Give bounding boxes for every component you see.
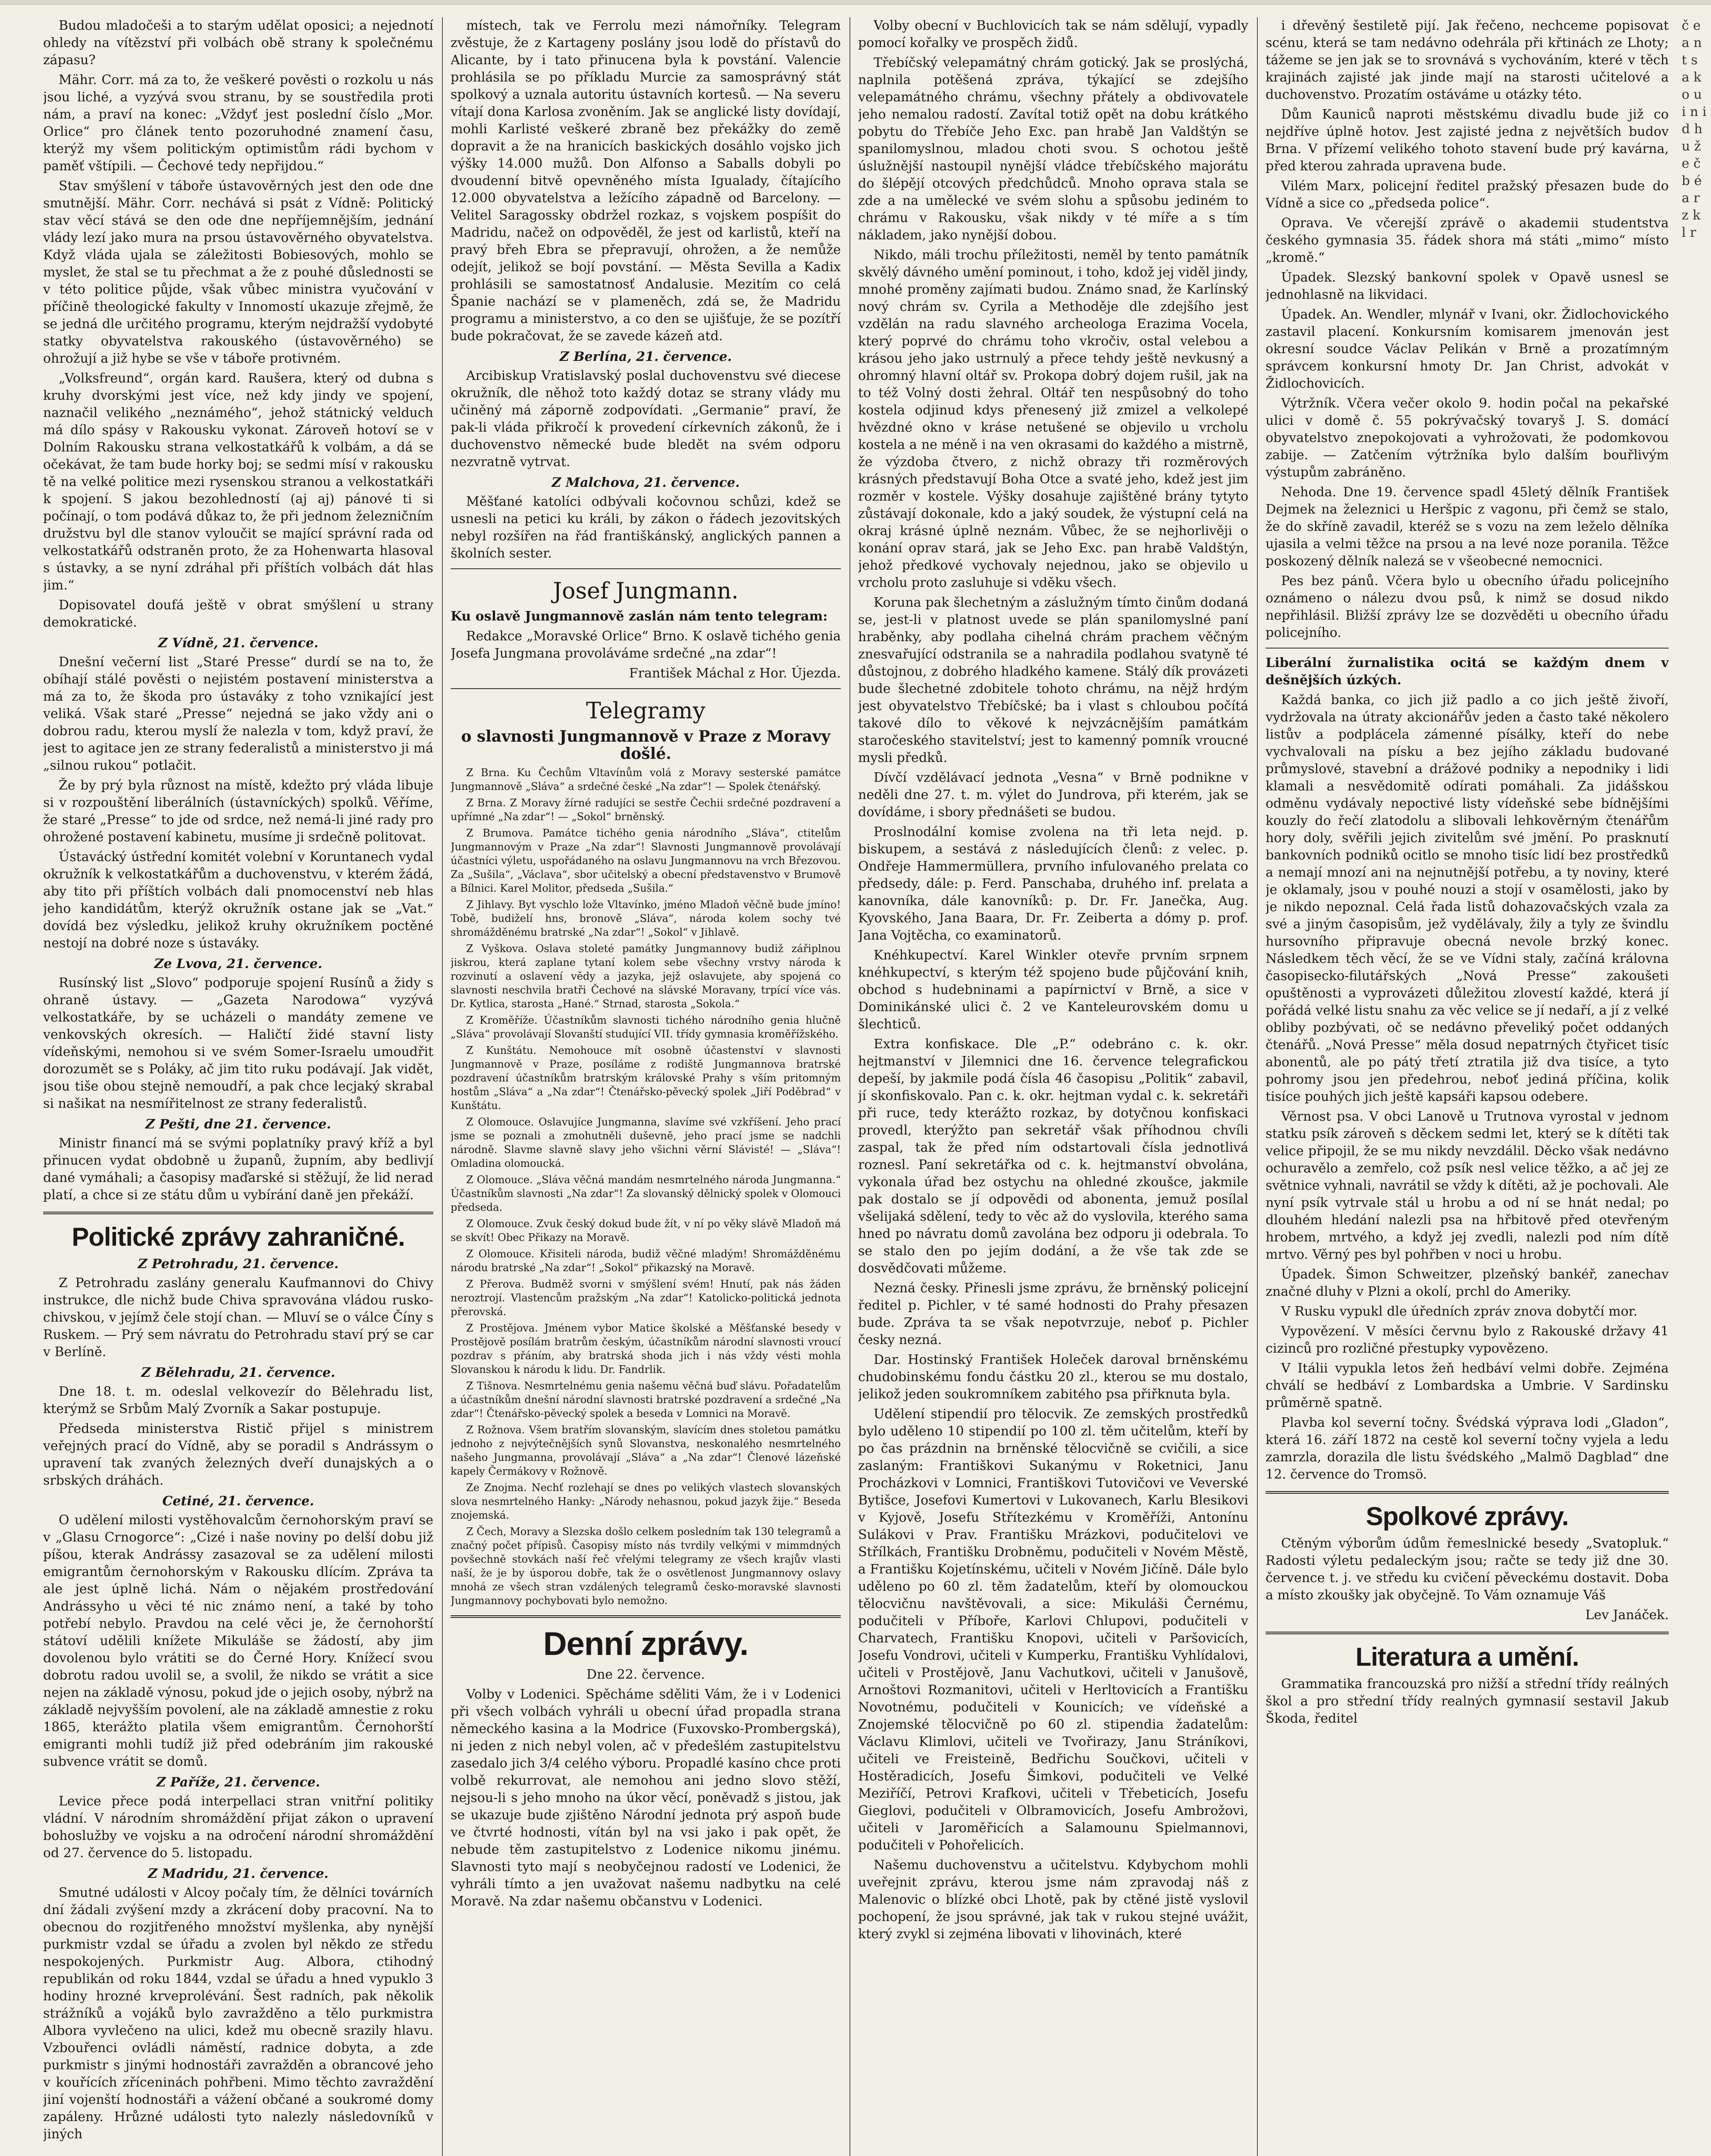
col4-small-paras xyxy=(1266,1266,1669,1483)
article-paragraph: Úpadek. Slezský bankovní spolek v Opavě usnesl se jednohlasně na likvidaci. xyxy=(1266,270,1669,302)
col1-petro-paras xyxy=(43,1275,433,1361)
article-paragraph: Že by prý byla různost na místě, kdežto prý vláda libuje si v rozpouštění liberálních (ústavníckých) spolků. Věříme, že staré „Presse“ to jde od srdce, než nemá-li jiné rady pro ohrožené postavení kabinetu, musíme ji srdečně politovat. xyxy=(43,778,433,845)
article-paragraph: Budou mladočeši a to starým udělat oposici; a nejednotí ohledy na vítězství při volbách obě strany k společnému zápasu? xyxy=(43,18,433,68)
article-paragraph: Úpadek. Šimon Schweitzer, plzeňský bankéř, zanechav značné dluhy v Plzni a okolí, prchl do Ameriky. xyxy=(1266,1267,1669,1299)
article-paragraph: Z Olomouce. Zvuk český dokud bude žít, v ní po věky slávě Mladoň má se skvít! Obec Přikazy na Moravě. xyxy=(451,1218,841,1244)
col1-madrid-paras xyxy=(43,1884,433,2143)
article-paragraph: Vypovězení. V měsíci červnu bylo z Rakouské državy 41 cizinců pro rozličné přestupky vypovězeno. xyxy=(1266,1324,1669,1356)
paris-dateline: Z Paříže, 21. července. xyxy=(156,1775,320,1790)
daily-news-heading: Denní zprávy. xyxy=(543,1626,749,1662)
article-paragraph: Proslnodální komise zvolena na tři leta nejd. p. biskupem, a sestává z následujících členů: z velec. p. Ondřeje Hammermüllera, prvního infulovaného prelata co předsedy, dále: p. Ferd. Panschaba, druhého inf. prelata a kanovníka, dále kanovníků: p. Dr. Fr. Janečka, Aug. Kyovského, Jana Baara, Dr. Fr. Zeiberta a dómy p. prof. Jana Vojtěcha, co examinatorů. xyxy=(858,824,1248,943)
article-paragraph: Udělení stipendií pro tělocvik. Ze zemských prostředků bylo uděleno 10 stipendií po 100 zl. těm učitelům, kteří by po čas prázdnin na brněnské tělocvičně se cvičili, a sice zaslaným: Františkovi Sukanýmu v Roketnici, Janu Procházkovi v Lomnici, Františkovi Tutovičovi ve Veverské Bytišce, Josefovi Kumertovi v Lukovanech, Karlu Blesikovi v Kyjově, Josefu Střítezkému v Kroměříži, Antonínu Sulákovi v Prav. Františku Mrázkovi, podučitelovi ve Střílkách, Františku Drobněmu, podučiteli v Novém Městě, a Františku Kojetínskému, učiteli v Novém Jičíně. Dále bylo uděleno po 60 zl. těm žadatelům, kteří by olomouckou tělocvičnu navštěvovali, a sice: Mikuláši Černému, podučiteli v Příboře, Karlovi Chlupovi, podučiteli v Charvatech, Františku Knopovi, učiteli v Paršovicích, Josefu Vondrovi, učiteli v Kumperku, Františku Vyhlídalovi, učiteli v Prostějově, Janu Vachutkovi, učiteli v Janušově, Arnoštovi Rozmanitovi, učiteli v Herltovicích a Františku Novotnému, podučiteli v Kounicích; ve vídeňské a Znojemské tělocvičně po 60 zl. stipendia žadatelům: Václavu Klimlovi, učiteli ve Tvořirazy, Janu Stráníkovi, učiteli ve Freisteině, Bedřichu Součkovi, učiteli v Hostěradicích, Josefu Šimkovi, podučiteli ve Velké Meziříčí, Petrovi Krafkovi, učiteli v Třebeticích, Josefu Gieglovi, podučiteli v Olbramovicích, Josefu Ambrožovi, učiteli v Jaroměřicích a Salamounu Spielmannovi, podučiteli v Pohořelicích. xyxy=(858,1407,1248,1853)
liberal-journalism-head: Liberální žurnalistika ocitá se každým dnem v dešnějších úzkých. xyxy=(1266,655,1669,688)
article-paragraph: Pes bez pánů. Včera bylo u obecního úřadu policejního oznámeno o nálezu dvou psů, k nimž se dosud nikdo nepřihlásil. Bližší zprávy lze se dozvěděti u obecního úřadu policejního. xyxy=(1266,573,1669,640)
newspaper-page xyxy=(43,17,1669,2156)
column-1 xyxy=(43,17,433,2156)
belehrad-dateline: Z Bělehradu, 21. července. xyxy=(141,1365,335,1380)
club-news-heading: Spolkové zprávy. xyxy=(1366,1502,1569,1531)
article-paragraph: Z Rožnova. Všem bratřím slovanským, slavícím dnes stoletou památku jednoho z nejvýtečnějších synů Slovanstva, neskonalého nesmrtelného našeho Jungmanna, provolávají „Sláva“ a „Na zdar“! Členové lázeňské kapely Čermákovy v Rožnově. xyxy=(451,1424,841,1477)
article-paragraph: Ústavácký ústřední komitét volební v Koruntanech vydal okružník k velkostatkářům a duchovenstvu, v kterém žádá, aby tito při příštích volbách dali pnomocenství neb hlas jeho kandidátům, kterýž okružník ostane jak se „Vat.“ dovídá bez výsledku, jelikož kruhy okružníkem poctěné nestojí na dobré noze s ústaváky. xyxy=(43,849,433,951)
col2-jungmann-paras xyxy=(451,628,841,662)
section-divider xyxy=(1266,1632,1669,1634)
article-paragraph: Z Tišnova. Nesmrtelnému genia našemu věčná buď slávu. Pořadatelům a účastníkům dnešní národní slavnosti bratrské pozdravení a srdečné „Na zdar“! Čtenářsko-pěvecký spolek a beseda v Lomnici na Moravě. xyxy=(451,1380,841,1420)
telegrams-subheading: o slavnosti Jungmannově v Praze z Moravy došlé. xyxy=(461,727,830,763)
article-paragraph: Třebíčský velepamátný chrám gotický. Jak se proslýchá, naplnila potěšená zpráva, týkající se zdejšího velepamátného chrámu, všechny přátely a obdivovatele jeho nemalou radostí. Zavítal totiž opět na dobu krátkého pobytu do Třebíče Jeho Exc. pan hrabě Jan Valdštýn se spanilomyslnou, mladou choti svou. S ochotou ještě úslužnější nastoupil nynější vládce třebíčského majorátu do šlépějí otcových předchůdců. Mnoho oprava stala se zde a na umělecké ve svém slohu a spůsobu jediném to chrámu v Rakousku, však nikdy v té míře a s tím nákladem, jako nynější dobou. xyxy=(858,55,1248,243)
article-paragraph: místech, tak ve Ferrolu mezi námořníky. Telegram zvěstuje, že z Kartageny poslány jsou lodě do přístavů do Alicante, by i tato přinucena byla k povstání. Valencie prohlásila se po příkladu Murcie za samosprávný stát spolkový a uznala autoritu ústavních kortesů. — Na severu vítají dona Karlosa zvoněním. Jak se anglické listy dovídají, mohli Karlisté veškeré zbraně bez překážky do země dopravit a že na hranicích baskických dosáhlo vojsko jich výšky 14.000 mužů. Don Alfonso a Saballs dobyli po dvoudenní bitvě opevněného místa Igualady, čítajícího 12.000 obyvatelstva a ležícího západně od Barcelony. — Velitel Saragossky obdržel rozkaz, s vojskem pospíšit do Madridu, načež on odpověděl, že jest od karlistů, kteří na pravý břeh Ebra se přepravují, ohrožen, a že nemůže odejít, jelikož se bojí povstání. — Města Sevilla a Kadix prohlásili se samostatnosť Andalusie. Mezitím co celá Španie nachází se v plameněch, zdá se, že Madridu programu a ministerstvo, a co den se ujišťuje, že se pozítří bude pokračovat, že se zavede kázeň atd. xyxy=(451,18,841,344)
article-paragraph: „Volksfreund“, orgán kard. Raušera, který od dubna s kruhy dvorskými jest více, než kdy jindy ve spojení, naznačil velikého „neznámého“, jehož státnický velduch má dílo spásy v Rakousku vykonat. Zároveň hotoví se v Dolním Rakousku strana velkostatkářů k volbám, a dá se očekávat, že tam bude horky boj; se sedmi mísí v rakousku tě na velké politice mezi rysenskou stranou a velkostatkáři k spojení. S jakou bezohledností (aj aj) pánové ti si počínají, o tom podává důkaz to, že při jednom železničním družstvu byl dle stanov vyloučit se mající správní rada od velkostatkářů odstraněn proto, že za Hohenwarta hlasoval s ústavky, a se nyní zdráhal při příštích volbách dát hlas jim.“ xyxy=(43,371,433,593)
article-paragraph: Z Jihlavy. Byt vyschlo lože Vltavínko, jméno Mladoň věčně bude jmíno! Tobě, budiželí hns, bronově „Sláva“, národa kolem sochy tvé shromážděnému bratrské „Na zdar“! „Sokol“ v Jihlavě. xyxy=(451,899,841,938)
col3-paras xyxy=(858,17,1248,1943)
col1-pest-paras xyxy=(43,1135,433,1204)
article-paragraph: Z Petrohradu zaslány generalu Kaufmannovi do Chivy instrukce, dle nichž bude Chiva spravována vládou rusko-chivskou, v jejímž čele stojí chan. — Mluví se o válce Číny s Ruskem. — Prý sem návratu do Petrohradu staví prý se car v Berlíně. xyxy=(43,1275,433,1360)
article-paragraph: Předseda ministerstva Ristič přijel s ministrem veřejných prací do Vídně, aby se poradil s Andrássym o upravení tak zvaných železných dveří dunajských a o srbských dráhách. xyxy=(43,1421,433,1488)
daily-news-date: Dne 22. července. xyxy=(586,1667,705,1682)
section-divider xyxy=(1266,1491,1669,1494)
section-divider xyxy=(451,568,841,569)
column-3 xyxy=(858,17,1248,2156)
article-paragraph: Arcibiskup Vratislavský poslal duchovenstvu své diecese okružník, dle něhož toto každý dotaz se strany vlády mu učiněný má záporně zodpovídati. „Germanie“ praví, že pak-li vláda přikročí k provedení církevních zákonů, že i duchovenstvo německé bude bledět na svém odporu nezvratně vytrvat. xyxy=(451,368,841,470)
literature-heading: Literatura a umění. xyxy=(1355,1642,1579,1671)
berlin-dateline: Z Berlína, 21. července. xyxy=(559,349,732,364)
vienna-dateline: Z Vídně, 21. července. xyxy=(158,636,319,651)
article-paragraph: Z Olomouce. Křisiteli národa, budiž věčné mladým! Shromážděnému národu bratrské „Na zdar“! „Sokol“ přikazský na Moravě. xyxy=(451,1248,841,1274)
article-paragraph: Ctěným výborům údům řemeslnické besedy „Svatopluk.“ Radosti výletu pedaleckým jsou; račte se tedy již dne 30. července t. j. ve středu ku cvičení pěveckému dostavit. Doba a místo zkoušky jak obyčejně. To Vám oznamuje Váš xyxy=(1266,1536,1669,1603)
col4-spolk-paras xyxy=(1266,1535,1669,1604)
article-paragraph: Extra konfiskace. Dle „P.“ odebráno c. k. okr. hejtmanství v Jilemnici dne 16. července telegrafickou depeší, by jakmile podá čísla 46 časopisu „Politik“ zabavil, jí skonfiskovalo. Pan c. k. okr. hejtman vydal c. k. sekretáři při ruce, tedy kterážto rozkaz, by dotyčnou konfiskaci provedl, kterýžto pan sekretář však příhodnou chvíli zaspal, tak že před ním odstartovali čísla jednotlivá roznesl. Paní sekretářka od c. k. hejtmanství obvolána, vykonala úřad bez ostychu na ohledné zkoušce, jakmile pak dostalo se jí odpovědi od abonenta, jemuž posílal všelijaká sdělení, tedy to věc až do vyslovila, kterého sama hned po návratu domů zavolána bez odporu ji odebrala. To se stalo den po jejím dodání, a že vše tak zde se dosvědčovati můžeme. xyxy=(858,1037,1248,1276)
article-paragraph: Z Brumova. Památce tichého genia národního „Sláva“, ctitelům Jungmannovým v Praze „Na zdar“! Slavnosti Jungmannově provolávají účastníci výletu, uspořádaného na oslavu Jungmannovu na vrch Březovou. Za „Sušila“, „Václava“, sbor učitelský a obecní představenstvo v Brumově a Bílnici. Karel Molitor, předseda „Sušila.“ xyxy=(451,827,841,894)
article-paragraph: Z Kroměříže. Účastníkům slavnosti tichého národního genia hlučně „Sláva“ provolávají Slovanští studující VII. třídy gymnasia kroměřížského. xyxy=(451,1014,841,1040)
article-paragraph: Grammatika francouzská pro nižší a střední třídy reálných škol a pro střední třídy realných gymnasií sestavil Jakub Škoda, ředitel xyxy=(1266,1677,1669,1726)
telegrams-list xyxy=(451,766,841,1608)
article-paragraph: Mähr. Corr. má za to, že veškeré pověsti o rozkolu u nás jsou liché, a vyzývá svou stranu, by se soustředila proti nám, a praví na konec: „Vždyť jest poslední číslo „Mor. Orlice“ pro článek tento pozoruhodné znamení času, kterýž my všem politickým optimistům rádi bychom v paměť vštípili. — Čechové tedy nepřijdou.“ xyxy=(43,72,433,174)
col1-top-paras xyxy=(43,17,433,631)
article-paragraph: Stav smýšlení v táboře ústavověrných jest den ode dne smutnější. Mähr. Corr. nechává si psát z Vídně: Politický stav věcí stává se den ode dne nepříjemnějším, jednání vlády lezí jako mura na prsou ústavověrného obyvatelstva. Když vláda ujala se záležitosti Bobiesových, mohlo se myslet, že stal se tu přechmat a že z pouhé důslednosti se v této politice půjde, však vůbec ministra vyučování v příčině theologické fakulty v Innomostí ukazuje zřejmě, že se jedná dle určitého programu, kterým nejdražší vydobyté statky obyvatelstva rakouského (ústavověrného) se ohrožují a již hybe se vše v táboře protivném. xyxy=(43,179,433,366)
section-divider xyxy=(43,1212,433,1214)
article-paragraph: Knéhkupectví. Karel Winkler otevře prvním srpnem knéhkupectví, s kterým též spojeno bude půjčování knih, obchod s hudebninami a papírnictví v Brně, a sice v Dominikánské ulici č. 2 ve Kanteleurovském domu u šlechticů. xyxy=(858,948,1248,1032)
article-paragraph: Dne 18. t. m. odeslal velkovezír do Bělehradu list, kterýmž se Srbům Malý Zvorník a Sakar postupuje. xyxy=(43,1384,433,1416)
article-paragraph: Úpadek. An. Wendler, mlynář v Ivani, okr. Židlochovického zastavil placení. Konkursním komisarem jmenován jest okresní soudce Václav Pelikán v Brně a prozatímným správcem konkursní hmoty Dr. Jan Christ, advokát v Židlochovicích. xyxy=(1266,307,1669,391)
article-paragraph: i dřevěný šestiletě pijí. Jak řečeno, nechceme popisovat scénu, která se tam nedávno odehrála při křtinách ze Lhoty; tážeme se jen jak se to srovnává s vychováním, které v těch krajinách zajisté jak jinde mají na starosti učitelové a duchovenstvo. Prozatím ostáváme u otázky této. xyxy=(1266,18,1669,102)
article-paragraph: Volby v Lodenici. Spěcháme sděliti Vám, že i v Lodenici při všech volbách vyhráli u obecní úřad propadla strana německého kasina a la Modrice (Fuxovsko-Prombergská), ni jeden z nich nebyl volen, ač v předešlém zastupitelstvu zasedalo jich 3/4 celého výboru. Propadlé kasíno chce proti volbě rekurrovat, ale nemohou ani jedno slovo stěží, nejsou-li s jeho mnoho na úkor věcí, poněvadž s jistou, jak se ukazuje bude zjištěno Národní jednota prý aspoň bude ve čtvrté hodnosti, vítán byl na vsi jako i pak opět, že nebude těm zastupitelstvo z Lodenice nikomu jinému. Slavnosti tyto mají s neobyčejnou radostí ve Lodenici, že vyhráli tímto a jen uvažovat našemu nadbytku na celé Moravě. Na zdar našemu občanstvu v Lodenici. xyxy=(451,1687,841,1909)
col4-lit-paras xyxy=(1266,1676,1669,1727)
article-paragraph: Dívčí vzdělávací jednota „Vesna“ v Brně podnikne v neděli dne 27. t. m. výlet do Jundrova, při kterém, jak se dovídáme, i sbory přednášeti se budou. xyxy=(858,770,1248,820)
col1-vienna-paras xyxy=(43,654,433,952)
col1-lvov-paras xyxy=(43,975,433,1112)
cetine-dateline: Cetiné, 21. července. xyxy=(162,1494,314,1509)
lvov-dateline: Ze Lvova, 21. července. xyxy=(154,956,323,971)
article-paragraph: Nehoda. Dne 19. července spadl 45letý dělník František Dejmek na železnici u Heršpic z vagonu, při čemž se stalo, že do skříně zavadil, kteréž se s vozu na zem leželo dělníka ujasila a velmi těžce na prsou a na levé noze poranila. Těžce poskozený dělník nalezá se v všeobecné nemocnici. xyxy=(1266,485,1669,569)
section-divider xyxy=(1266,648,1669,649)
article-paragraph: Našemu duchovenstvu a učitelstvu. Kdybychom mohli uveřejnit zprávu, kterou jsme nám zpravodaj náš z Malenovic o blízké obci Lhotě, pak by ctěné jistě vyslovil pochopení, že jsou správné, jak tak v rukou stejné uvážit, který zvykl si zejména libovati v lihovinách, které xyxy=(858,1858,1248,1942)
article-paragraph: Volby obecní v Buchlovicích tak se nám sdělují, vypadly pomocí kořalky ve prospěch židů. xyxy=(858,18,1248,50)
telegrams-heading: Telegramy xyxy=(586,698,705,724)
club-news-signature: Lev Janáček. xyxy=(1585,1608,1669,1623)
article-paragraph: Koruna pak šlechetným a záslužným tímto činům dodaná se, jest-li v platnost uvede se plán spanilomyslné paní hraběnky, aby podlaha cihelná chrám prachem věčným znesvařující odstranila se a nahradila podlahou svatyně té důstojnou, z dobrého hladkého kamene. Stálý dík provázeti bude šlechetné zdobitele tohoto chrámu, na nějž hrdým jest obyvatelstvo Třebíčské; ba i vlast s chloubou počítá takové dílo to věkové k nejvzácnějším památkám staročeského stavitelství; jest to kamenný pomník vroucné mysli předků. xyxy=(858,595,1248,765)
article-paragraph: V Itálii vypukla letos žeň hedbáví velmi dobře. Zejména chválí se hedbáví z Lombardska a Umbrie. V Sardinsku průměrně spatně. xyxy=(1266,1361,1669,1410)
article-paragraph: Redakce „Moravské Orlice“ Brno. K oslavě tichého genia Josefa Jungmana provoláváme srdečné „na zdar“! xyxy=(451,629,841,661)
article-paragraph: O udělení milosti vystěhovalcům černohorským praví se v „Glasu Crnogorce“: „Cizé i naše noviny po delší dobu již píšou, kterak Andrássy zasazoval se za udělení milosti emigrantům černohorským v Rakousku dlícím. Zpráva ta ale jest úplně lichá. Nám o nějakém prostředování Andrássyho u věci té nic známo není, a také by toho potřebí nebylo. Pravdou na celé věci je, že černohorští státoví udělili knížete Mikuláše se žádostí, aby jim dovolenou bylo vrátiti se do Černé Hory. Knížecí svou dobrotu radou uvolil se, a svolil, že nikdo se vrátit a sice nejen na základě výnosu, pokud jde o jejich osoby, nýbrž na základě nejvyšším povolení, ale na základě amnestie z roku 1865, kterážto platila všem emigrantům. Černohorští emigranti mohli tudíž již před odebráním jim rakouské subvence vrátit se domů. xyxy=(43,1513,433,1769)
pest-dateline: Z Pešti, dne 21. července. xyxy=(145,1117,331,1132)
article-paragraph: Z Čech, Moravy a Slezska došlo celkem posledním tak 130 telegramů a značný počet přípisů. Časopisy místo nás tvrdily velkými v mimmdných povšechně stovkách naší řeč vřelými telegramy ze všech krajův vlasti naší, že je by úsporou dobře, tak že o osvětlenost Jungmannovy oslavy mnohá ze všech stran vzdálených telegramů česko-moravské slavnosti Jungmannovy pochybovati bylo nemožno. xyxy=(451,1526,841,1607)
col4-top-paras xyxy=(1266,17,1669,642)
column-rule xyxy=(849,17,850,2156)
article-paragraph: Každá banka, co jich již padlo a co jich ještě živoří, vydržovala na útraty akcionářův jeden a často také několero listův a podplácela zámenné písálky, kteří do nebe vychvalovali na písku a bez jejího základu budované průmyslové, stavební a drážové podniky a nepodniky i lidi klamali a nesvědomitě odírati pomáhali. Za jidášskou odměnu vydávaly nepoctivé listy vídeňské sebe bídnějšími kouzly do řečí zlatodolu a slibovali lehkověrným čtenářům hory doly, svěřili jejich zivitelům své jmění. Po prasknutí bankovních podniků ocitlo se mnoho tisíc lidí bez prostředků a nemají mnozí ani na nejnutnější potřebu, a ty noviny, které je oklamaly, jsou v pouhé nouzi a stojí v osamělosti, jako by je nikdo nepoznal. Celá řada listů dohazovačských vzala za své a jiným časopisům, jež vydělávaly, žily a tyly ze švindlu hursovního připravuje obecná nevole brzký konec. Následkem těch věcí, že se ve Vídni staly, začíná královna časopisecko-filutářských „Nová Presse“ zakoušeti opuštěnosti a vyprovázeti důležitou zlovestí každé, která jí pořádá velké listu snahu za věc velice se jí nedaří, a jí z velké obliby pozbývati, oč se nedávno převeliký počet oddaných čtenářů. „Nová Presse“ měla dosud nepatrných čtyřicet tisíc abonentů, ale po pátý třetí ztratila již dva tisíce, a tyto pohromy jsou jen předehrou, neboť jediná příčina, kolik tisíce pouhých jich ještě kapsáři kapsou odebere. xyxy=(1266,693,1669,1104)
col2-mechova-paras xyxy=(451,493,841,562)
madrid-dateline: Z Madridu, 21. července. xyxy=(148,1866,329,1881)
article-paragraph: Ze Znojma. Nechť rozlehají se dnes po velikých vlastech slovanských slova nesmrtelného Hanky: „Národy nehasnou, pokud jazyk žije.“ Beseda znojemská. xyxy=(451,1482,841,1521)
article-paragraph: Věrnost psa. V obci Lanově u Trutnova vyrostal v jednom statku psík zároveň s děckem sedmi let, který se k dítěti tak velice připojil, že se mu nikdy nevzdálil. Děcko však nedávno ochuravělo a zemřelo, což psík nesl velice těžko, a ač jej ze světnice vyhnali, navrátil se vždy k dítěti, až je pochovali. Ale nyní psík vytrvale stál u hrobu a od ní se hnát nedal; po dlouhém hledání nalezli psa na hřbitově před otevřeným hrobem, mrtvého, a když jej zvedli, nalezli pod ním dítě mrtvo. Věrný pes byl pohřben v noci u hrobu. xyxy=(1266,1109,1669,1262)
col2-berlin-paras xyxy=(451,367,841,471)
column-rule xyxy=(1257,17,1258,2156)
col1-cetine-paras xyxy=(43,1512,433,1771)
mechova-dateline: Z Malchova, 21. července. xyxy=(552,475,740,490)
section-divider xyxy=(451,688,841,689)
col1-paris-paras xyxy=(43,1793,433,1862)
article-paragraph: Dopisovatel doufá ještě v obrat smýšlení u strany demokratické. xyxy=(43,598,433,630)
article-paragraph: Plavba kol severní točny. Švédská výprava lodi „Gladon“, která 16. září 1872 na cestě kol severní točny vyjela a ledu zamrzla, dorazila dle listu švédského „Malmö Dagblad“ dne 12. července do Tromsö. xyxy=(1266,1415,1669,1482)
col2-denni-paras xyxy=(451,1686,841,1910)
col4-vernost-paras xyxy=(1266,1108,1669,1263)
column-4 xyxy=(1266,17,1669,2156)
article-paragraph: Vilém Marx, policejní ředitel pražský přesazen bude do Vídně a sice co „předseda police“. xyxy=(1266,179,1669,211)
article-paragraph: Smutné události v Alcoy počaly tím, že dělníci továrních dní žádali zvýšení mzdy a zkrácení doby pracovní. Na to obecnou do rozjitřeného množství myšlenka, aby nynější purkmistr vzdal se úřadu a zvolen byl někdo ze středu nespokojených. Purkmistr Aug. Albora, ctihodný republikán od roku 1844, vzdal se úřadu a hned vypuklo 3 hodiny hrozné krveprolévání. Šest radních, pak několik strážníků a vojáků bylo zavražděno a tělo purkmistra Albora vyvlečeno na ulici, kdež mu obecně srazily hlavu. Vzbouřenci ovládli náměstí, radnice dobyta, a zde purkmistr s jinými hodnostáři zavražděn a obrancové jeho v kouřících zříceninách pohřbeni. Mimo těchto zavraždění jiní vojenští hodnostáři a vážení občané a soukromé domy zapáleny. Hrůzné události tyto nalezly následovníků v jiných xyxy=(43,1885,433,2142)
article-paragraph: Rusínský list „Slovo“ podporuje spojení Rusínů a židy s ohraně ústavy. — „Gazeta Narodowa“ vyzývá velkostatkáře, by se ucházeli o mandáty zemene ve venkovských okresích. — Haličtí židé stavní listy vídeňskými, nemohou si ve svém Somer-Israelu umoudřit dorozumět se s Poláky, ač jim tito ruku podávají. Jak vidět, jsou tiše obou stejně nemoudří, a pak chce lecjaký skrabal si našikat na nesmířitelnost ze strany federalistů. xyxy=(43,975,433,1111)
article-paragraph: Nezná česky. Přinesli jsme zprávu, že brněnský policejní ředitel p. Pichler, v té samé hodnosti do Prahy přesazen bude. Zpráva ta se však nepotvrzuje, neboť p. Pichler česky nezná. xyxy=(858,1281,1248,1348)
jungmann-signature: František Máchal z Hor. Újezda. xyxy=(629,666,841,681)
article-paragraph: Z Vyškova. Oslava stoleté památky Jungmannovy budiž zářiplnou jiskrou, která zaplane tytaní kolem sebe všechny vrstvy národa k rozvinutí a oslavení vědy a jazyka, jejž oslavujete, aby spojená co slavnosti neschvila bratři Čechové na slávské Moravany, trpící více vás. Dr. Kytlica, starosta „Hané.“ Strnad, starosta „Sokola.“ xyxy=(451,943,841,1010)
article-paragraph: Z Přerova. Budměž svorni v smýšlení svém! Hnutí, pak nás žáden neroztrojí. Vlastencům pražským „Na zdar“! Katolicko-politická jednota přerovská. xyxy=(451,1278,841,1318)
adjacent-page-margin: č e a n t s a k o u i n i d h u ž e č b é a r z k l r xyxy=(1682,18,1707,240)
article-paragraph: Výtržník. Včera večer okolo 9. hodin počal na pekařské ulici v domě č. 55 pokrývačský tovaryš J. S. domácí obyvatelstvo znepokojovati a vyhrožovati, že podomkovou zabije. — Zatčením výtržníka bylo dalším bouřlivým výstupům zabráněno. xyxy=(1266,396,1669,480)
article-paragraph: Dnešní večerní list „Staré Presse“ durdí se na to, že obíhají stálé pověsti o nejistém postavení ministerstva a má za to, že škoda pro ústaváky z toho vznikající jest veliká. Však staré „Presse“ nejedná se jako vždy ani o dobrou radu, kterou myslí že nalezla v tom, když praví, že jest to agitace jen ze strany federalistů a ministerstvo ji má „silnou rukou“ potlačit. xyxy=(43,655,433,773)
article-paragraph: Dar. Hostinský František Holeček daroval brněnskému chudobinskému fondu částku 20 zl., kterou se mu dostalo, jelikož jeden soukromníkem zabitého psa přiřknuta byla. xyxy=(858,1352,1248,1402)
article-paragraph: Z Brna. Z Moravy žírné radujíci se sestře Čechii srdečné pozdravení a upřímné „Na zdar“! — „Sokol“ brněnský. xyxy=(451,797,841,823)
article-paragraph: Z Olomouce. Oslavujíce Jungmanna, slavíme své vzkříšení. Jeho prací jsme se poznali a zmohutněli duševně, jeho prací jsme se nadchli národně. Slavme slavně slavy jeho všichni věrní Slávisté! — „Sláva“! Omladina olomoucká. xyxy=(451,1116,841,1169)
col1-belehrad-paras xyxy=(43,1383,433,1489)
article-paragraph: Levice přece podá interpellaci stran vnitřní politiky vládní. V národním shromáždění přijat zákon o upravení bohoslužby ve vojsku a na odročení národní shromáždění od 27. července do 5. listopadu. xyxy=(43,1794,433,1861)
col2-top-paras xyxy=(451,17,841,345)
article-paragraph: Nikdo, máli trochu příležitosti, neměl by tento památník skvělý dávného umění pominout, i toho, kdož jej viděl jindy, mnohé proměny zajímati budou. Známo snad, že Karlínský nový chrám sv. Cyrila a Methoděje dle zdejšího jest vzdělán na radu slavného archeologa Erazima Vocela, který poprvé do chrámu toho vkročiv, ostal velebou a krásou jeho jako ustrnulý a přece tehdy ještě nevkusný a ohromný hlavní oltář sv. Prokopa dobrý dojem rušil, jak na to též Volný dosti žehral. Oltář ten nespůsobný do toho kostela odjinud kdys přenesený již zmizel a velkolepé hvězdné okno v kráse netušené se objevilo u vrcholu kostela a ne méně i na ven okrasami do každého a mistrně, že výzdoba čtvero, z nichž obrazy tři rozměrových krásných představují Boha Otce a svaté jeho, kdež jest jim rozměr v kostele. Výšky dosahuje zajištěné brány tytyto zůstávají dokonale, kdo a jaký soudek, že výstupní celá na okraj krásné úplně neznám. Vůbec, že se nejhorlivěji o konání oprav stará, jak se Jeho Exc. pan hrabě Valdštýn, jehož předkové vychovaly nejednou, jako se objevilo u vrcholu proto zasluhuje si vděku všech. xyxy=(858,248,1248,590)
article-paragraph: Oprava. Ve včerejší zprávě o akademii studentstva českého gymnasia 35. řádek shora má státi „mimo“ místo „kromě.“ xyxy=(1266,216,1669,265)
article-paragraph: V Rusku vypukl dle úředních zpráv znova dobytčí mor. xyxy=(1281,1304,1638,1319)
article-paragraph: Z Prostějova. Jménem vybor Matice školské a Měšťanské besedy v Prostějově posílám bratrům českým, účastníkům národní slavnosti vroucí pozdrav s přáním, aby bratrská shoda jich i nás vždy vésti mohla Slovanskou k národu k lidu. Dr. Fandrlik. xyxy=(451,1322,841,1376)
article-paragraph: Z Brna. Ku Čechům Vltavínům volá z Moravy sesterské památce Jungmannově „Sláva“ a srdečné české „Na zdar“! — Spolek čtenářský. xyxy=(451,767,841,793)
jungmann-heading: Josef Jungmann. xyxy=(553,578,739,604)
jungmann-lead: Ku oslavě Jungmannově zaslán nám tento telegram: xyxy=(451,609,828,624)
article-paragraph: Z Olomouce. „Sláva věčná mandám nesmrtelného národa Jungmanna.“ Účastníkům slavnosti „Na zdar“! Za slovanský dělnický spolek v Olomouci předseda. xyxy=(451,1174,841,1213)
article-paragraph: Měšťané katolíci odbývali kočovnou schůzi, kdež se usnesli na petici ku králi, by zákon o řádech jezovitských nebyl rozšířen na řád františkánský, anglických pannen a školních sester. xyxy=(451,494,841,561)
article-paragraph: Dům Kauniců naproti městskému divadlu bude již co nejdříve úplně hotov. Jest zajisté jedna z největších budov Brna. V přízemí velikého tohoto stavení bude prý kavárna, před kterou zahrada upravena bude. xyxy=(1266,107,1669,174)
petro-dateline: Z Petrohradu, 21. července. xyxy=(138,1257,339,1272)
article-paragraph: Z Kunštátu. Nemohouce mít osobně účastenství v slavnosti Jungmannově v Praze, posíláme z rodiště Jungmannova bratrské pozdravení účastníkům bratrským královské Prahy s vším pritomným hostům „Sláva“ a „Na zdar“! Čtenářsko-pěvecký spolek „Jiří Poděbrad“ v Kunštátu. xyxy=(451,1044,841,1112)
column-rule xyxy=(442,17,443,2156)
foreign-politics-heading: Politické zprávy zahraničné. xyxy=(72,1222,405,1251)
column-2 xyxy=(451,17,841,2156)
section-divider xyxy=(451,1615,841,1618)
page-top-edge xyxy=(0,0,1711,5)
article-paragraph: Ministr financí má se svými poplatníky pravý kříž a byl přinucen vydat obdobně u županů, župním, aby bedlivjí dané vymáhali; a časopisy maďarské si stěžují, že lid nerad platí, a chce si ze státu dům u vybírání daně jen překáží. xyxy=(43,1136,433,1203)
col4-liberal-paras xyxy=(1266,692,1669,1106)
